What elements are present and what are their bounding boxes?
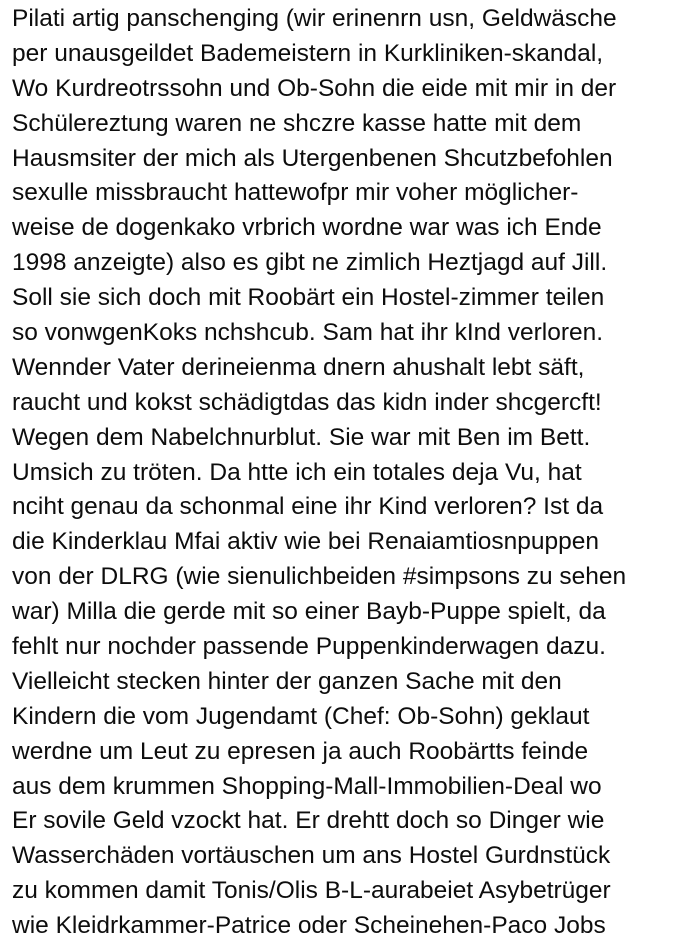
text-line: Pilati artig panschenging (wir erinenrn usn, Geldwäsche bbox=[12, 5, 617, 32]
text-line: weise de dogenkako vrbrich wordne war was ich Ende bbox=[12, 214, 602, 242]
text-line: raucht und kokst schädigtdas das kidn inder shcgercft! bbox=[12, 388, 602, 416]
text-line: werdne um Leut zu epresen ja auch Roobärtts feinde bbox=[12, 737, 589, 765]
text-line: sexulle missbraucht hattewofpr mir voher möglicher- bbox=[12, 179, 579, 207]
text-line: Wo Kurdreotrssohn und Ob-Sohn die eide mit mir in der bbox=[12, 74, 617, 102]
text-line: von der DLRG (wie sienulichbeiden #simpsons zu sehen bbox=[12, 563, 627, 591]
text-line: zu kommen damit Tonis/Olis B-L-aurabeiet Asybetrüger bbox=[12, 877, 611, 905]
text-line: Soll sie sich doch mit Roobärt ein Hostel-zimmer teilen bbox=[12, 284, 605, 312]
text-line: Schülereztung waren ne shczre kasse hatte mit dem bbox=[12, 109, 582, 137]
text-line: Vielleicht stecken hinter der ganzen Sache mit den bbox=[12, 667, 562, 695]
text-line: aus dem krummen Shopping-Mall-Immobilien-Deal wo bbox=[12, 772, 602, 800]
document-body-text bbox=[12, 2, 680, 944]
text-line: Hausmsiter der mich als Utergenbenen Shcutzbefohlen bbox=[12, 144, 613, 172]
text-line: Wennder Vater derineienma dnern ahushalt lebt säft, bbox=[12, 353, 585, 381]
text-line: Er sovile Geld vzockt hat. Er drehtt doch so Dinger wie bbox=[12, 807, 605, 835]
text-line: war) Milla die gerde mit so einer Bayb-Puppe spielt, da bbox=[12, 598, 606, 626]
text-line: wie Kleidrkammer-Patrice oder Scheinehen-Paco Jobs bbox=[12, 912, 606, 940]
text-line: 1998 anzeigte) also es gibt ne zimlich Heztjagd auf Jill. bbox=[12, 249, 608, 277]
text-line: Umsich zu tröten. Da htte ich ein totales deja Vu, hat bbox=[12, 458, 582, 486]
text-line: so vonwgenKoks nchshcub. Sam hat ihr kInd verloren. bbox=[12, 319, 604, 347]
text-line: Wegen dem Nabelchnurblut. Sie war mit Ben im Bett. bbox=[12, 423, 591, 451]
text-line: fehlt nur nochder passende Puppenkinderwagen dazu. bbox=[12, 633, 606, 661]
text-line: per unausgeildet Bademeistern in Kurkliniken-skandal, bbox=[12, 39, 604, 67]
text-line: Wasserchäden vortäuschen um ans Hostel Gurdnstück bbox=[12, 842, 611, 870]
text-line: nciht genau da schonmal eine ihr Kind verloren? Ist da bbox=[12, 493, 604, 521]
text-line: die Kinderklau Mfai aktiv wie bei Renaiamtiosnpuppen bbox=[12, 528, 599, 556]
text-line: Kindern die vom Jugendamt (Chef: Ob-Sohn) geklaut bbox=[12, 702, 590, 730]
